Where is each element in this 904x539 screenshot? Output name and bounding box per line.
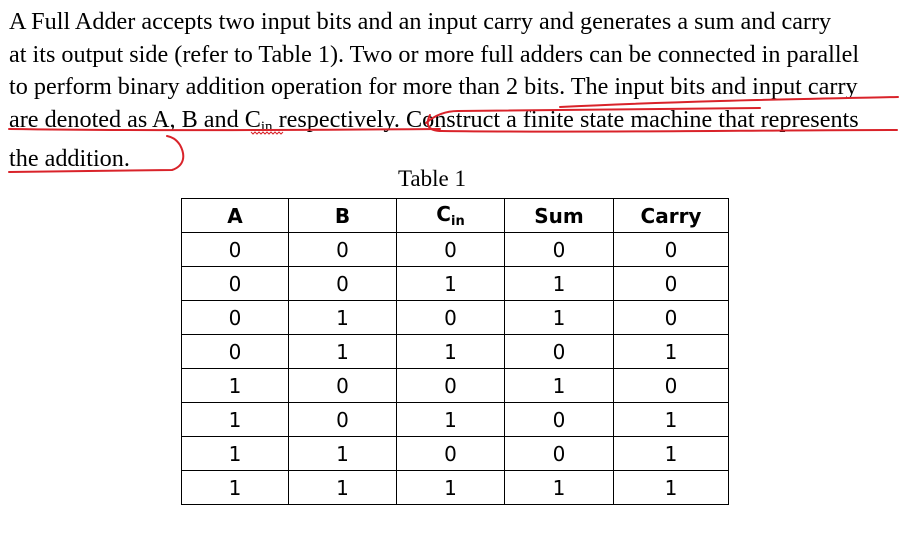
cell-cin: 0 xyxy=(397,301,505,335)
cell-carry: 1 xyxy=(614,437,729,471)
cell-b: 0 xyxy=(289,369,397,403)
cell-cin: 1 xyxy=(397,471,505,505)
header-sum: Sum xyxy=(505,199,614,233)
cell-sum: 1 xyxy=(505,471,614,505)
paragraph-line-1: A Full Adder accepts two input bits and an input carry and generates a sum and carry xyxy=(9,8,832,35)
cell-b: 0 xyxy=(289,233,397,267)
cell-a: 1 xyxy=(182,403,289,437)
header-a: A xyxy=(182,199,289,233)
cell-sum: 1 xyxy=(505,267,614,301)
cell-b: 1 xyxy=(289,335,397,369)
cell-b: 1 xyxy=(289,437,397,471)
cell-sum: 1 xyxy=(505,369,614,403)
paragraph-line-2: at its output side (refer to Table 1). Two or more full adders can be connected in parallel xyxy=(9,40,860,68)
cell-b: 0 xyxy=(289,403,397,437)
header-carry: Carry xyxy=(614,199,729,233)
paragraph-line-4-end: Construct a finite state machine that represents xyxy=(399,105,859,133)
cell-cin: 1 xyxy=(397,267,505,301)
cell-carry: 1 xyxy=(614,335,729,369)
cell-b: 0 xyxy=(289,267,397,301)
cell-a: 0 xyxy=(182,335,289,369)
cell-carry: 0 xyxy=(614,369,729,403)
problem-paragraph xyxy=(9,6,899,176)
cell-cin: 0 xyxy=(397,233,505,267)
cell-sum: 0 xyxy=(505,437,614,471)
cell-cin: 1 xyxy=(397,335,505,369)
cell-a: 0 xyxy=(182,267,289,301)
table-row xyxy=(182,403,729,437)
cell-sum: 0 xyxy=(505,403,614,437)
truth-table xyxy=(181,198,729,505)
cell-sum: 0 xyxy=(505,335,614,369)
cell-a: 1 xyxy=(182,471,289,505)
header-cin xyxy=(397,199,505,233)
header-c: C xyxy=(436,202,451,226)
cell-a: 0 xyxy=(182,301,289,335)
cell-a: 1 xyxy=(182,369,289,403)
table-row xyxy=(182,471,729,505)
cell-b: 1 xyxy=(289,301,397,335)
table-caption: Table 1 xyxy=(397,166,466,191)
cell-sum: 0 xyxy=(505,233,614,267)
table-row xyxy=(182,369,729,403)
cell-a: 1 xyxy=(182,437,289,471)
table-row xyxy=(182,335,729,369)
cell-cin: 1 xyxy=(397,403,505,437)
cell-a: 0 xyxy=(182,233,289,267)
cell-carry: 0 xyxy=(614,267,729,301)
cell-cin: 0 xyxy=(397,369,505,403)
table-header-row xyxy=(182,199,729,233)
paragraph-line-5: the addition. xyxy=(9,145,130,173)
table-row xyxy=(182,437,729,471)
cell-carry: 0 xyxy=(614,301,729,335)
header-cin-subscript: in xyxy=(450,214,465,229)
cin-subscript: in xyxy=(260,118,273,135)
header-b: B xyxy=(289,199,397,233)
table-row xyxy=(182,267,729,301)
paragraph-line-4-start: are denoted as A, B and C xyxy=(9,105,261,133)
cell-cin: 0 xyxy=(397,437,505,471)
paragraph-line-3: to perform binary addition operation for more than 2 bits. The input bits and input carry xyxy=(9,73,858,101)
table-row xyxy=(182,301,729,335)
cell-b: 1 xyxy=(289,471,397,505)
cell-carry: 1 xyxy=(614,403,729,437)
paragraph-line-4 xyxy=(9,104,899,144)
paragraph-line-4-middle: respectively. xyxy=(272,105,400,133)
cell-carry: 0 xyxy=(614,233,729,267)
cell-carry: 1 xyxy=(614,471,729,505)
cell-sum: 1 xyxy=(505,301,614,335)
table-row xyxy=(182,233,729,267)
